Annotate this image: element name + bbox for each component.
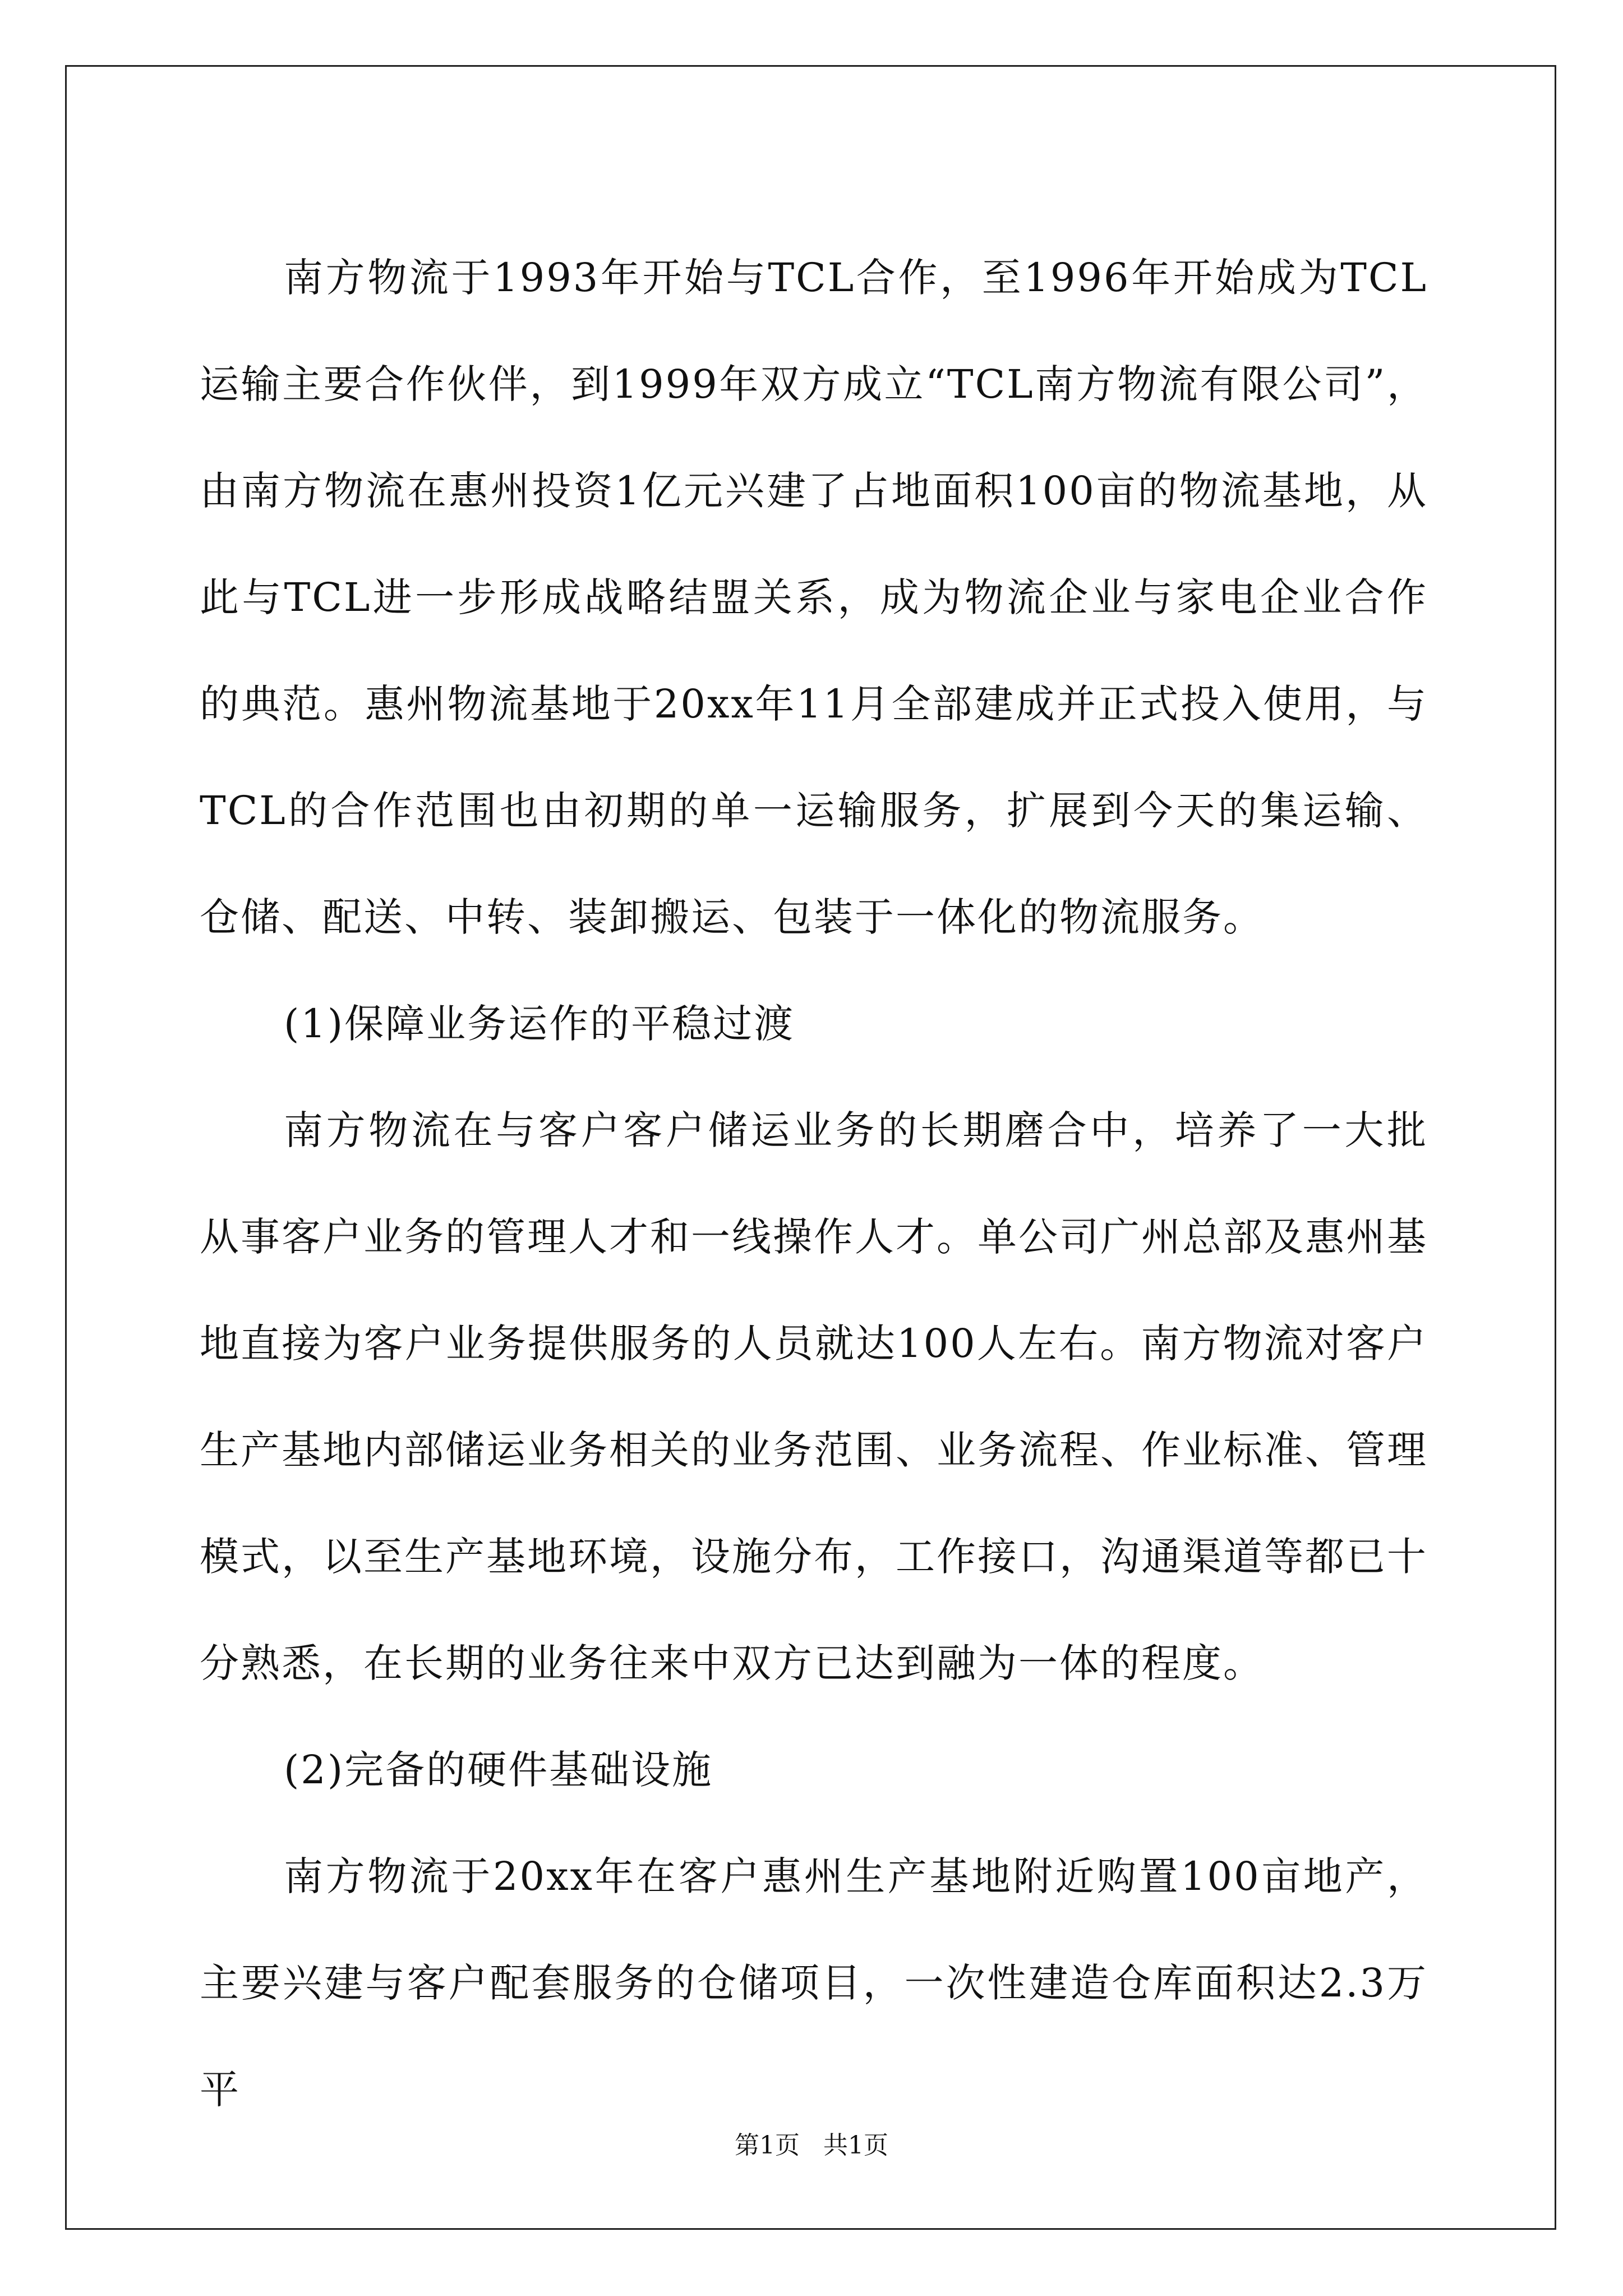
section-heading-2: (2)完备的硬件基础设施 xyxy=(284,1747,713,1793)
page-footer xyxy=(0,2129,1623,2162)
page-number: 第1页 xyxy=(735,2131,800,2160)
section-heading-1: (1)保障业务运作的平稳过渡 xyxy=(284,1001,795,1047)
document-body xyxy=(200,224,1428,2143)
paragraph-section-2: 南方物流于20xx年在客户惠州生产基地附近购置100亩地产，主要兴建与客户配套服务的仓储项目，一次性建造仓库面积达2.3万平 xyxy=(200,1853,1428,2113)
paragraph-intro: 南方物流于1993年开始与TCL合作，至1996年开始成为TCL运输主要合作伙伴，到1999年双方成立“TCL南方物流有限公司”，由南方物流在惠州投资1亿元兴建了占地面积100亩的物流基地，从此与TCL进一步形成战略结盟关系，成为物流企业与家电企业合作的典范。惠州物流基地于20xx年11月全部建成并正式投入使用，与TCL的合作范围也由初期的单一运输服务，扩展到今天的集运输、仓储、配送、中转、装卸搬运、包装于一体化的物流服务。 xyxy=(200,255,1428,940)
paragraph-section-1: 南方物流在与客户客户储运业务的长期磨合中，培养了一大批从事客户业务的管理人才和一线操作人才。单公司广州总部及惠州基地直接为客户业务提供服务的人员就达100人左右。南方物流对客户生产基地内部储运业务相关的业务范围、业务流程、作业标准、管理模式，以至生产基地环境，设施分布，工作接口，沟通渠道等都已十分熟悉，在长期的业务往来中双方已达到融为一体的程度。 xyxy=(200,1107,1428,1686)
page-total: 共1页 xyxy=(823,2131,888,2160)
